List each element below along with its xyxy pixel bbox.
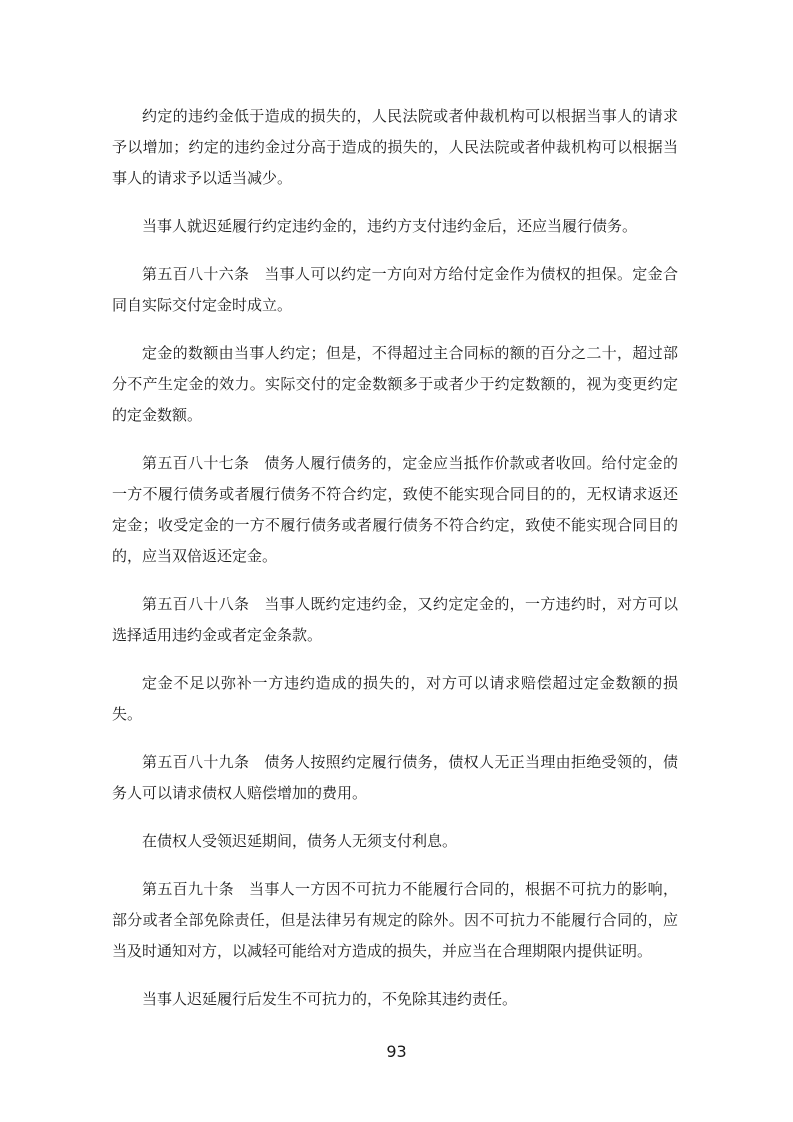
article-586 [112,259,678,321]
paragraph-1 [112,101,678,194]
paragraph-text: 当事人可以约定一方向对方给付定金作为债权的担保。定金合同自实际交付定金时成立。 [112,265,678,314]
paragraph-text: 在债权人受领迟延期间，债务人无须支付利息。 [142,832,458,850]
article-number: 第五百八十七条 [142,454,250,472]
article-590 [112,874,678,967]
paragraph-2 [112,211,678,242]
article-number: 第五百八十六条 [142,265,250,283]
paragraph-text: 当事人迟延履行后发生不可抗力的，不免除其违约责任。 [142,990,518,1008]
article-588 [112,589,678,651]
paragraph-text: 债务人按照约定履行债务，债权人无正当理由拒绝受领的，债务人可以请求债权人赔偿增加的费用。 [112,753,678,802]
document-body [112,101,678,1032]
paragraph-7 [112,668,678,730]
paragraph-text: 当事人既约定违约金，又约定定金的，一方违约时，对方可以选择适用违约金或者定金条款。 [112,595,678,644]
paragraph-text: 债务人履行债务的，定金应当抵作价款或者收回。给付定金的一方不履行债务或者履行债务不符合约定，致使不能实现合同目的的，无权请求返还定金；收受定金的一方不履行债务或者履行债务不符合约定，致使不能实现合同目的的，应当双倍返还定金。 [112,454,678,565]
article-589 [112,747,678,809]
page-number: 93 [386,1042,407,1061]
paragraph-text: 当事人一方因不可抗力不能履行合同的，根据不可抗力的影响，部分或者全部免除责任，但是法律另有规定的除外。因不可抗力不能履行合同的，应当及时通知对方，以减轻可能给对方造成的损失，并应当在合理期限内提供证明。 [112,880,678,960]
article-number: 第五百九十条 [142,880,234,898]
paragraph-text: 当事人就迟延履行约定违约金的，违约方支付违约金后，还应当履行债务。 [142,217,638,235]
paragraph-text: 约定的违约金低于造成的损失的，人民法院或者仲裁机构可以根据当事人的请求予以增加；约定的违约金过分高于造成的损失的，人民法院或者仲裁机构可以根据当事人的请求予以适当减少。 [112,107,678,187]
paragraph-11 [112,984,678,1015]
paragraph-9 [112,826,678,857]
article-number: 第五百八十九条 [142,753,250,771]
article-587 [112,448,678,572]
paragraph-text: 定金的数额由当事人约定；但是，不得超过主合同标的额的百分之二十，超过部分不产生定金的效力。实际交付的定金数额多于或者少于约定数额的，视为变更约定的定金数额。 [112,344,678,424]
paragraph-4 [112,338,678,431]
paragraph-text: 定金不足以弥补一方违约造成的损失的，对方可以请求赔偿超过定金数额的损失。 [112,674,678,723]
article-number: 第五百八十八条 [142,595,250,613]
